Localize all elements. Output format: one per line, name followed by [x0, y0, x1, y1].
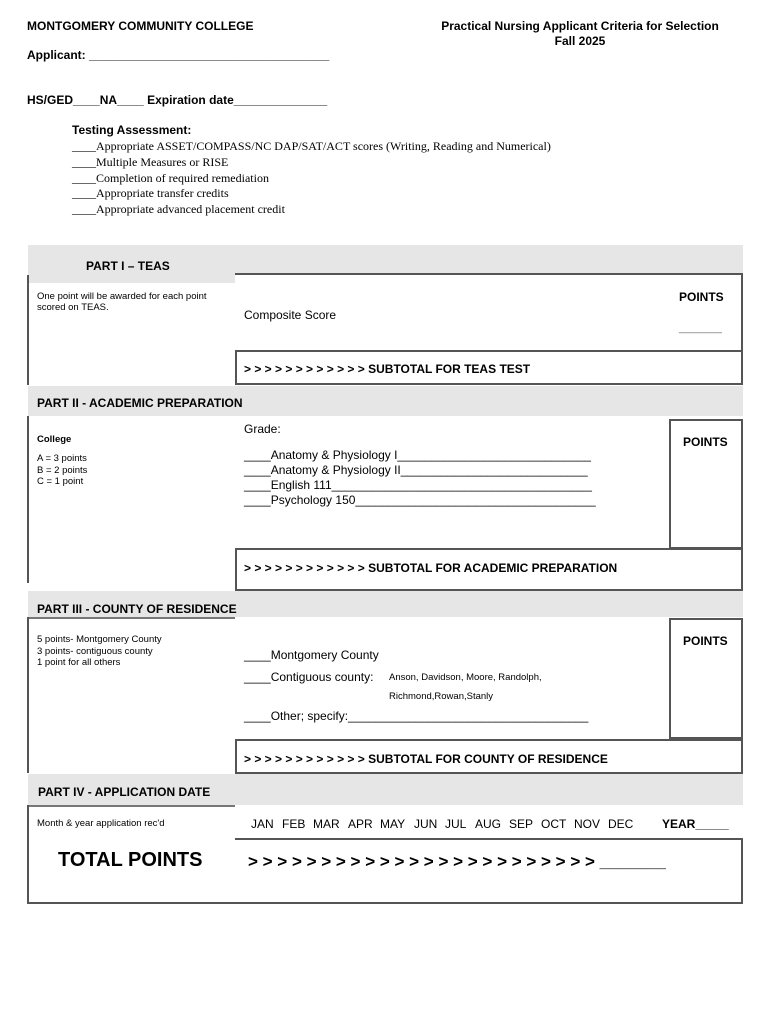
total-points-field[interactable]: > > > > > > > > > > > > > > > > > > > > > > > > _______ [248, 852, 666, 871]
bottom-border [27, 902, 743, 904]
right-border [741, 273, 743, 385]
grade-scale: A = 3 points [37, 453, 87, 464]
teas-points-input[interactable]: _______ [679, 322, 722, 334]
application-date-note: Month & year application rec'd [37, 818, 165, 829]
residence-rule: 1 point for all others [37, 657, 121, 668]
month-apr[interactable]: APR [348, 817, 373, 831]
testing-item[interactable]: ____Appropriate ASSET/COMPASS/NC DAP/SAT/ACT scores (Writing, Reading and Numerical) [72, 139, 551, 153]
divider [235, 739, 237, 773]
divider [28, 617, 235, 619]
month-aug[interactable]: AUG [475, 817, 502, 831]
points-label: POINTS [679, 290, 724, 304]
left-border [27, 416, 29, 583]
part3-heading: PART III - COUNTY OF RESIDENCE [37, 602, 237, 616]
part1-subtotal: > > > > > > > > > > > > SUBTOTAL FOR TEAS TEST [244, 362, 531, 376]
college-name: MONTGOMERY COMMUNITY COLLEGE [27, 19, 254, 33]
month-mar[interactable]: MAR [313, 817, 340, 831]
month-feb[interactable]: FEB [282, 817, 306, 831]
part2-subtotal: > > > > > > > > > > > > SUBTOTAL FOR ACADEMIC PREPARATION [244, 561, 618, 575]
month-jul[interactable]: JUL [445, 817, 467, 831]
contiguous-list: Richmond,Rowan,Stanly [389, 691, 494, 702]
course-line[interactable]: ____English 111_______________________________________ [244, 478, 592, 492]
testing-item[interactable]: ____Completion of required remediation [72, 171, 269, 185]
testing-item[interactable]: ____Appropriate advanced placement credit [72, 202, 285, 216]
form-term: Fall 2025 [554, 34, 606, 48]
college-label: College [37, 434, 72, 445]
contiguous-option[interactable]: ____Contiguous county: [244, 670, 374, 684]
residence-rule: 3 points- contiguous county [37, 646, 153, 657]
grade-scale: B = 2 points [37, 465, 88, 476]
year-field[interactable]: YEAR_____ [662, 817, 729, 831]
testing-heading: Testing Assessment: [72, 123, 192, 137]
grade-label: Grade: [244, 422, 281, 436]
left-border [27, 275, 29, 385]
testing-item[interactable]: ____Multiple Measures or RISE [72, 155, 229, 169]
part1-note: scored on TEAS. [37, 302, 109, 313]
month-dec[interactable]: DEC [608, 817, 634, 831]
month-nov[interactable]: NOV [574, 817, 601, 831]
course-line[interactable]: ____Anatomy & Physiology I_____________________________ [244, 448, 591, 462]
part1-heading: PART I – TEAS [86, 259, 170, 273]
divider [235, 383, 743, 385]
hs-ged-field[interactable]: HS/GED____NA____ Expiration date______________ [27, 93, 328, 107]
month-jun[interactable]: JUN [414, 817, 438, 831]
right-border [741, 548, 743, 590]
divider [235, 548, 237, 590]
montgomery-option[interactable]: ____Montgomery County [244, 648, 379, 662]
left-border [27, 617, 29, 773]
residence-rule: 5 points- Montgomery County [37, 634, 162, 645]
divider [235, 739, 743, 741]
right-border [741, 739, 743, 773]
divider [28, 805, 235, 807]
divider [235, 838, 743, 840]
left-border [27, 805, 29, 904]
divider [235, 273, 743, 275]
month-sep[interactable]: SEP [509, 817, 534, 831]
form-title: Practical Nursing Applicant Criteria for Selection [441, 19, 719, 33]
part1-note: One point will be awarded for each point [37, 291, 207, 302]
points-label: POINTS [683, 634, 728, 648]
month-jan[interactable]: JAN [251, 817, 274, 831]
course-line[interactable]: ____Psychology 150____________________________________ [244, 493, 596, 507]
contiguous-list: Anson, Davidson, Moore, Randolph, [389, 672, 542, 683]
month-oct[interactable]: OCT [541, 817, 567, 831]
part1-header-band-ext [28, 275, 235, 283]
grade-scale: C = 1 point [37, 476, 84, 487]
testing-item[interactable]: ____Appropriate transfer credits [72, 186, 229, 200]
part4-heading: PART IV - APPLICATION DATE [38, 785, 211, 799]
applicant-field[interactable]: Applicant: ____________________________________ [27, 48, 330, 62]
divider [235, 350, 237, 385]
month-may[interactable]: MAY [380, 817, 406, 831]
part2-heading: PART II - ACADEMIC PREPARATION [37, 396, 243, 410]
course-line[interactable]: ____Anatomy & Physiology II____________________________ [244, 463, 588, 477]
divider [235, 548, 743, 550]
divider [235, 350, 743, 352]
other-county-option[interactable]: ____Other; specify:____________________________________ [244, 709, 589, 723]
total-points-label: TOTAL POINTS [58, 849, 203, 871]
points-label: POINTS [683, 435, 728, 449]
part3-subtotal: > > > > > > > > > > > > SUBTOTAL FOR COUNTY OF RESIDENCE [244, 752, 608, 766]
composite-score-label: Composite Score [244, 308, 337, 322]
right-border [741, 838, 743, 904]
